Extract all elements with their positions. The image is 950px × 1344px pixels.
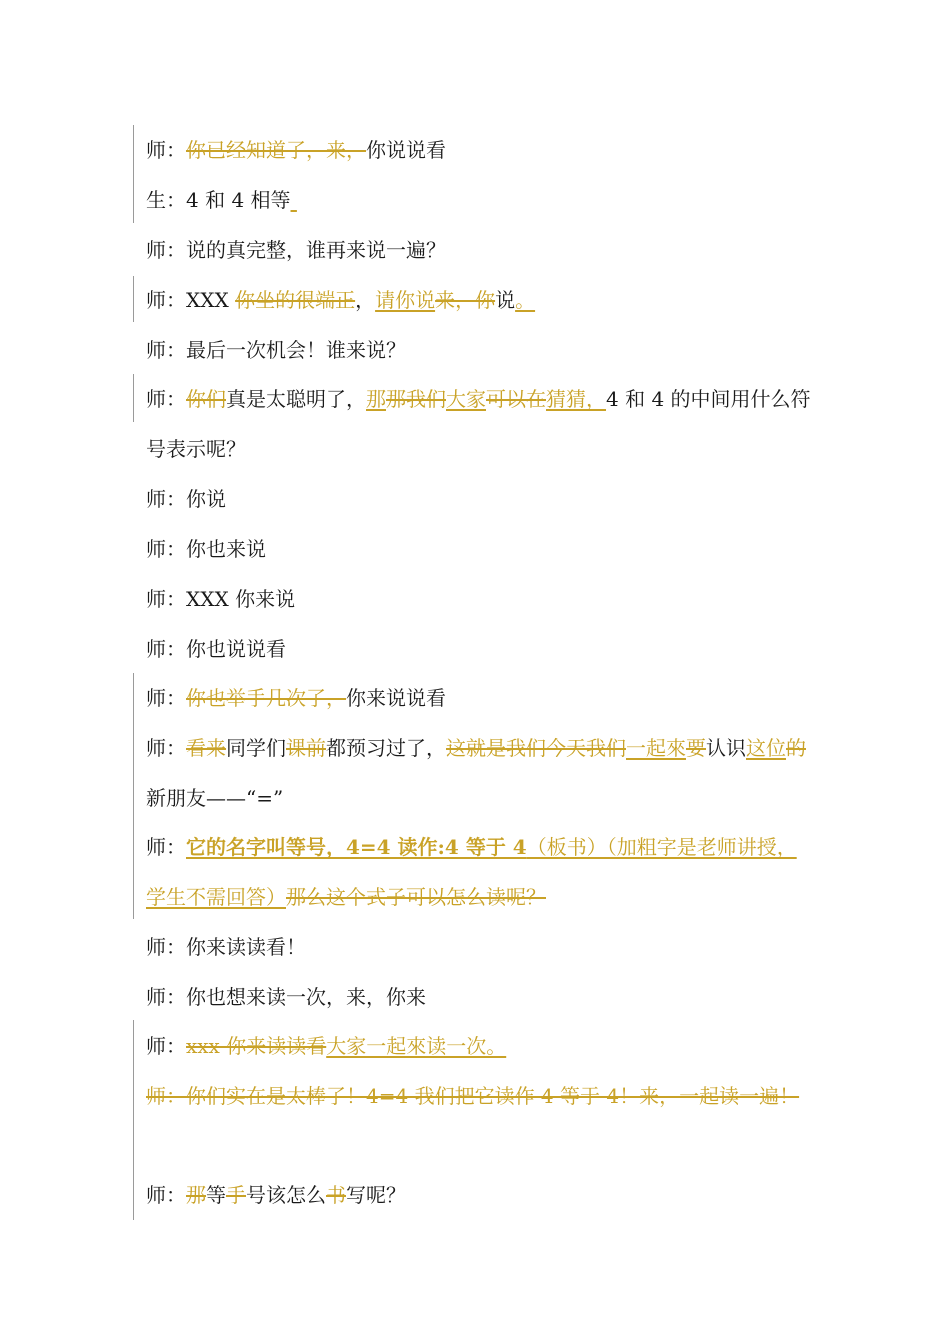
paragraph: [146, 972, 811, 1022]
paragraph-text: 等: [206, 1183, 226, 1207]
inserted-text: [291, 188, 297, 212]
paragraph: [146, 673, 811, 723]
paragraph-text: 师：: [146, 835, 186, 859]
paragraph: [146, 325, 811, 375]
paragraph: [146, 1170, 811, 1220]
deleted-text: 课前: [286, 736, 326, 760]
paragraph-text: 师：你也说说看: [146, 637, 286, 661]
paragraph: [146, 922, 811, 972]
paragraph: [146, 524, 811, 574]
paragraph-text: 师：你说: [146, 487, 226, 511]
paragraph-text: 同学们: [226, 736, 286, 760]
paragraph-text: 师：你也想来读一次，来，你来: [146, 985, 426, 1009]
deleted-text: 那: [186, 1183, 206, 1207]
inserted-text: 。: [515, 288, 536, 312]
paragraph-text: 师：: [146, 686, 186, 710]
paragraph: [146, 822, 811, 922]
change-bar: [133, 276, 134, 322]
paragraph-text: 你说说看: [366, 138, 446, 162]
paragraph: [146, 723, 811, 823]
paragraph-text: 师：说的真完整，谁再来说一遍？: [146, 238, 446, 262]
deleted-text: 手: [226, 1183, 246, 1207]
paragraph-text: 4 和 4 的中间用什么符号表示呢？: [146, 387, 811, 461]
deleted-text: 可以在: [486, 387, 546, 411]
inserted-text: 那: [366, 387, 386, 411]
deleted-text: 那么这个式子可以怎么读呢？: [286, 885, 546, 909]
paragraph-text: 都预习过了，: [326, 736, 446, 760]
inserted-text: 它的名字叫等号，4=4 读作:4 等于 4: [186, 835, 527, 859]
paragraph-text: 写呢？: [346, 1183, 406, 1207]
inserted-text: （板书）（加粗字是老师讲授，学生不需回答）: [146, 835, 797, 909]
deleted-text: 你也举手几次了，: [186, 686, 346, 710]
paragraph-text: 师：XXX 你来说: [146, 587, 296, 611]
paragraph: [146, 275, 811, 325]
paragraph: [146, 374, 811, 474]
deleted-text: xxx 你来读读看: [186, 1034, 327, 1058]
paragraph: [146, 1071, 811, 1121]
inserted-text: 一起來: [626, 736, 686, 760]
paragraph: [146, 175, 811, 225]
paragraph-text: 说: [495, 288, 516, 312]
deleted-text: 你们: [186, 387, 226, 411]
deleted-text: 你坐的很端正: [235, 288, 356, 312]
change-bar: [133, 673, 134, 919]
inserted-text: 请你说: [375, 288, 436, 312]
deleted-text: 师：你们实在是太棒了！4=4 我们把它读作 4 等于 4！来，一起读一遍！: [146, 1084, 800, 1108]
paragraph: [146, 1021, 811, 1071]
deleted-text: 看来: [186, 736, 226, 760]
paragraph-text: 师：: [146, 1183, 186, 1207]
paragraph: [146, 624, 811, 674]
paragraph-text: 你来说说看: [346, 686, 446, 710]
deleted-text: 要: [686, 736, 706, 760]
deleted-text: 书: [326, 1183, 346, 1207]
paragraph-text: 师：: [146, 138, 186, 162]
change-bar: [133, 1020, 134, 1220]
deleted-text: 的: [786, 736, 806, 760]
change-bar: [133, 374, 134, 422]
paragraph: [146, 474, 811, 524]
paragraph-text: 真是太聪明了，: [226, 387, 366, 411]
paragraph: [146, 574, 811, 624]
paragraph-text: 号该怎么: [246, 1183, 326, 1207]
inserted-text: 猜猜，: [546, 387, 606, 411]
paragraph-text: 生：4 和 4 相等: [146, 188, 291, 212]
paragraph: [146, 125, 811, 175]
paragraph: [146, 225, 811, 275]
deleted-text: 你已经知道了，来，: [186, 138, 366, 162]
deleted-text: 这就是我们今天我们: [446, 736, 626, 760]
paragraph-text: 师：你也来说: [146, 537, 266, 561]
inserted-text: 大家一起來读一次。: [326, 1034, 507, 1058]
paragraph-text: ，: [355, 288, 376, 312]
paragraph-text: 认识: [706, 736, 746, 760]
paragraph-text: 师：最后一次机会！谁来说？: [146, 338, 406, 362]
paragraph-text: 师：: [146, 387, 186, 411]
deleted-text: 那我们: [386, 387, 446, 411]
inserted-text: 这位: [746, 736, 786, 760]
paragraph-text: 师：你来读读看！: [146, 935, 306, 959]
paragraph-text: 师：XXX: [146, 288, 236, 312]
deleted-text: 来，你: [435, 288, 496, 312]
paragraph-text: 新朋友——“=”: [146, 786, 284, 810]
paragraph-text: 师：: [146, 1034, 186, 1058]
change-bar: [133, 125, 134, 223]
inserted-text: 大家: [446, 387, 486, 411]
paragraph-text: 师：: [146, 736, 186, 760]
